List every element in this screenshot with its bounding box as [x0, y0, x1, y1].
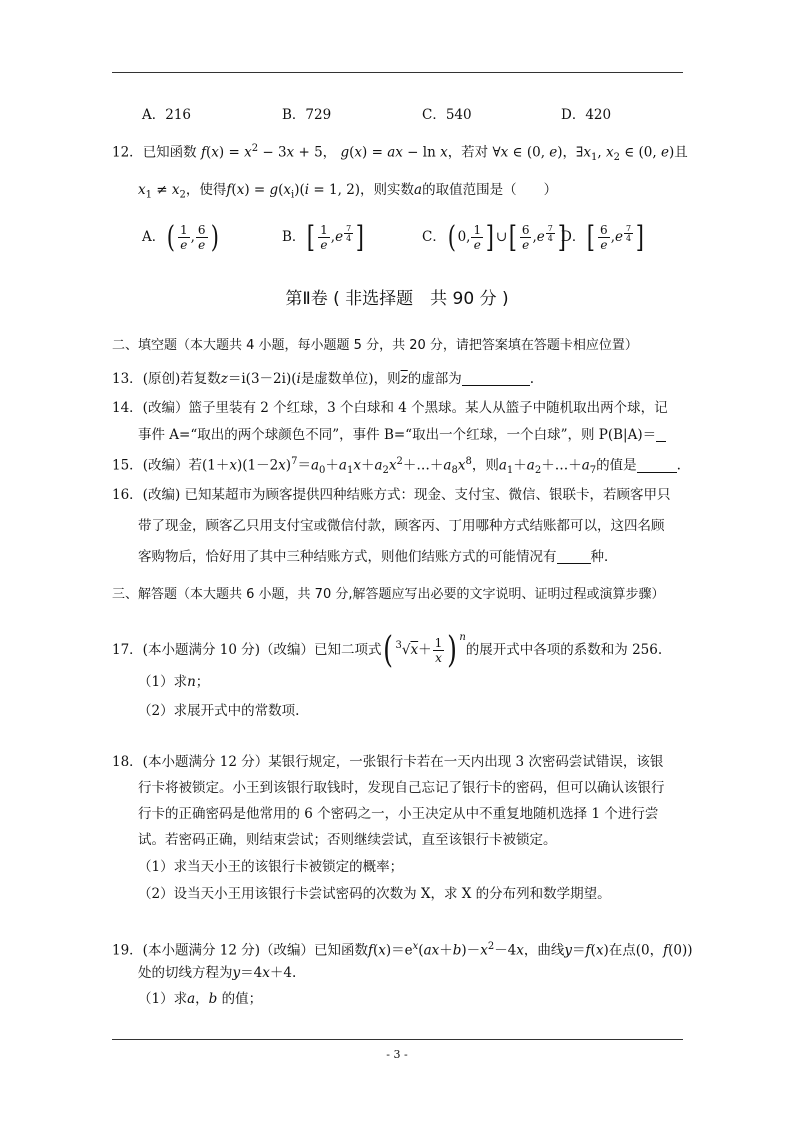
q19-line2: 处的切线方程为y＝4x＋4.	[138, 965, 297, 981]
q12-line2: $x_1 \ne x_2$，使得$f(x) = g(x_i)(i = 1$, 2)，则实数a的取值范围是（ ）	[138, 182, 558, 201]
q19-line1: 19．(本小题满分 12 分)（改编）已知函数$f(x)=e^x(ax+b)-x^2-4x$，曲线y＝f(x)在点(0，f(0))	[112, 941, 693, 959]
q18-line2: 行卡将被锁定。小王到该银行取钱时，发现自己忘记了银行卡的密码，但可以确认该银行	[138, 780, 665, 796]
part-title: 第Ⅱ卷 ( 非选择题 共 90 分 )	[285, 289, 509, 309]
q18-line3: 行卡的正确密码是他常用的 6 个密码之一，小王决定从中不重复地随机选择 1 个进行尝	[138, 806, 659, 822]
q14-line2: 事件 A=“取出的两个球颜色不同”，事件 B=“取出一个红球，一个白球”，则 P(B|A)＝	[138, 425, 666, 445]
q13-answer-blank[interactable]	[462, 371, 530, 386]
q16-line3: 客购物后，恰好用了其中三种结账方式，则他们结账方式的可能情况有 种．	[138, 549, 618, 565]
q13-line: 13．(原创)若复数z＝i(3－2i)(i是虚数单位)，则$\overline{z}$的虚部为 .	[112, 371, 535, 387]
q16-answer-blank[interactable]	[557, 549, 591, 564]
q18-part1: （1）求当天小王的该银行卡被锁定的概率；	[138, 859, 404, 875]
q16-line2: 带了现金，顾客乙只用支付宝或微信付款，顾客丙、丁用哪种方式结账都可以，这四名顾	[138, 518, 665, 534]
q11-option-b: B．729	[282, 107, 332, 123]
section3-heading: 三、解答题（本大题共 6 小题，共 70 分,解答题应写出必要的文字说明、证明过程或演算步骤）	[112, 587, 665, 602]
footer-rule	[112, 1039, 683, 1040]
q17-part1: （1）求n；	[138, 674, 210, 690]
q18-part2: （2）设当天小王用该银行卡尝试密码的次数为 X，求 X 的分布列和数学期望。	[138, 886, 611, 902]
q17-part2: （2）求展开式中的常数项.	[138, 703, 300, 719]
q16-line1: 16．(改编) 已知某超市为顾客提供四种结账方式：现金、支付宝、微信、银联卡，若顾客甲只	[112, 487, 671, 503]
q17-line: 17．(本小题满分 10 分)（改编）已知二项式( $^3$√x＋ $\frac{1}{x}$ ) $^n$的展开式中各项的系数和为 256.	[112, 629, 663, 671]
q12-option-b: B．[ $\frac{1}{e}$ ,e $^{\frac{7}{4}}$ ]	[282, 220, 365, 255]
q14-answer-blank[interactable]	[656, 427, 666, 442]
q15-line: 15．(改编）若$(1+x)(1-2x)^7=a_0+a_1x+a_2x^2+\dots+a_8x^8$，则$a_1+a_2+\dots+a_7$的值是 .	[112, 456, 681, 477]
q11-option-a: A．216	[142, 107, 192, 123]
q11-option-c: C．540	[422, 107, 472, 123]
section2-heading: 二、填空题（本大题共 4 小题，每小题题 5 分，共 20 分，请把答案填在答题卡相应位置）	[112, 338, 638, 353]
q11-option-d: D．420	[561, 107, 612, 123]
q15-answer-blank[interactable]	[637, 458, 677, 473]
header-rule	[112, 72, 683, 73]
q14-line1: 14．(改编）篮子里装有 2 个红球，3 个白球和 4 个黑球。某人从篮子中随机取出两个球，记	[112, 400, 668, 416]
page-number: - 3 -	[386, 1048, 408, 1061]
q18-line1: 18．(本小题满分 12 分）某银行规定，一张银行卡若在一天内出现 3 次密码尝试错误，该银	[112, 754, 664, 770]
q12-line1: 12．已知函数 $f(x) = x^2 - 3x + 5$， g(x) = ax − ln x，若对 ∀x ∈ (0, e)，$\exists x_1$, $x_2$ ∈ (0, e)且	[112, 143, 688, 164]
q18-line4: 试。若密码正确，则结束尝试；否则继续尝试，直至该银行卡被锁定。	[138, 832, 557, 848]
q19-part1: （1）求a，b 的值；	[138, 991, 263, 1007]
q12-option-d: D．[ $\frac{6}{e}$ ,e $^{\frac{7}{4}}$ ]	[561, 220, 645, 255]
q12-f-def: f	[200, 144, 206, 161]
q12-option-c: C．( 0, $\frac{1}{e}$ ] ∪[ $\frac{6}{e}$ ,e $^{\frac{7}{4}}$ ]	[422, 220, 566, 255]
q12-option-a: A．( $\frac{1}{e}$ , $\frac{6}{e}$ )	[142, 220, 219, 255]
